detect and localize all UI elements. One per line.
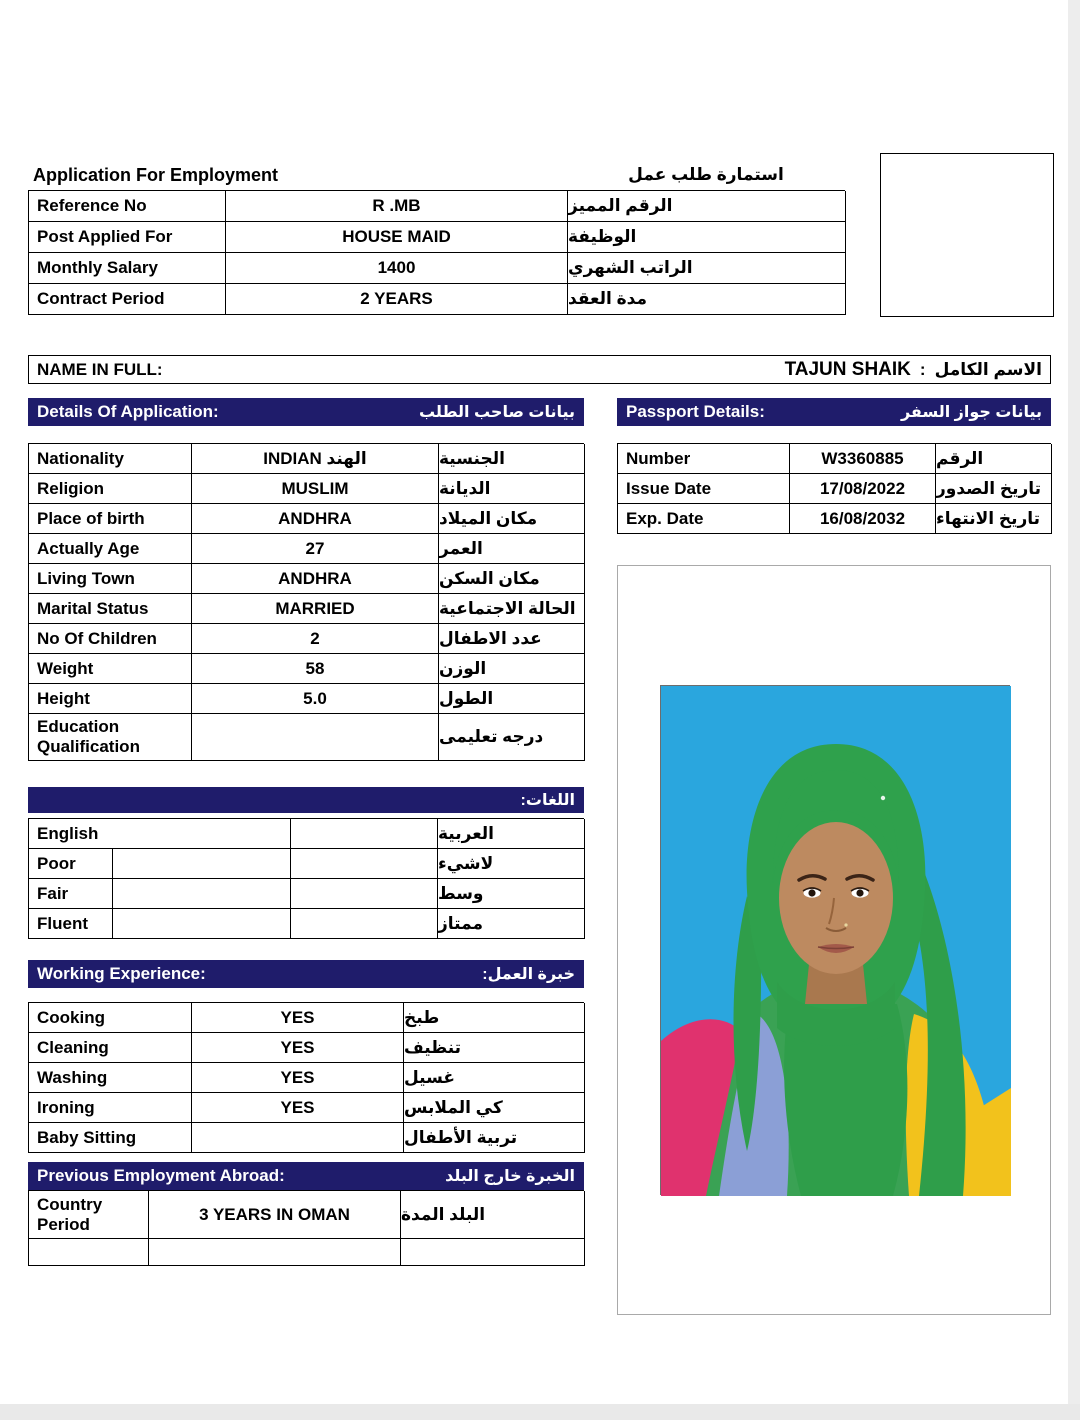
passport-details-section bbox=[617, 398, 1051, 534]
row-value: MARRIED bbox=[192, 594, 439, 624]
row-label: Education Qualification bbox=[29, 714, 192, 761]
row-label-arabic: الرقم المميز bbox=[568, 191, 846, 222]
row-label: Fair bbox=[29, 879, 113, 909]
row-label-arabic: الحالة الاجتماعية bbox=[439, 594, 585, 624]
row-value bbox=[291, 819, 438, 849]
applicant-photo bbox=[660, 685, 1010, 1195]
row-label: Country Period bbox=[29, 1191, 149, 1239]
name-separator: : bbox=[919, 359, 926, 379]
passport-section-header bbox=[617, 398, 1051, 426]
row-value: HOUSE MAID bbox=[226, 222, 568, 253]
row-value bbox=[291, 879, 438, 909]
row-label-arabic: لاشيء bbox=[438, 849, 585, 879]
row-label-arabic: تاريخ الصدور bbox=[936, 474, 1052, 504]
row-label-arabic: الديانة bbox=[439, 474, 585, 504]
row-label-arabic: الوظيفة bbox=[568, 222, 846, 253]
row-label: Baby Sitting bbox=[29, 1123, 192, 1153]
scan-edge-right bbox=[1068, 0, 1080, 1420]
row-label: No Of Children bbox=[29, 624, 192, 654]
previous-employment-section bbox=[28, 1162, 584, 1266]
row-label: Height bbox=[29, 684, 192, 714]
row-label: Place of birth bbox=[29, 504, 192, 534]
row-label-arabic: البلد المدة bbox=[401, 1191, 585, 1239]
row-label-arabic: تربية الأطفال bbox=[404, 1123, 585, 1153]
row-label-arabic: الجنسية bbox=[439, 444, 585, 474]
details-table bbox=[28, 443, 584, 761]
row-label: Reference No bbox=[29, 191, 226, 222]
row-checkbox-cell bbox=[113, 849, 291, 879]
row-value: R .MB bbox=[226, 191, 568, 222]
row-label: Cooking bbox=[29, 1003, 192, 1033]
row-value: ANDHRA bbox=[192, 564, 439, 594]
row-value: 58 bbox=[192, 654, 439, 684]
row-label-arabic: ممتاز bbox=[438, 909, 585, 939]
employment-summary-table bbox=[28, 190, 845, 315]
row-label-arabic: درجه تعليمى bbox=[439, 714, 585, 761]
row-label-arabic: الوزن bbox=[439, 654, 585, 684]
details-of-application-section bbox=[28, 398, 584, 761]
document-title: Application For Employment bbox=[33, 164, 279, 185]
name-in-full-label: NAME IN FULL: bbox=[37, 359, 163, 379]
document-title-arabic: استمارة طلب عمل bbox=[628, 165, 784, 184]
working-experience-section bbox=[28, 960, 584, 1153]
employment-header-block bbox=[28, 160, 845, 315]
row-label: Religion bbox=[29, 474, 192, 504]
row-label: Poor bbox=[29, 849, 113, 879]
row-label-arabic: العربية bbox=[438, 819, 585, 849]
row-value bbox=[192, 714, 439, 761]
row-label: Fluent bbox=[29, 909, 113, 939]
row-label: Number bbox=[618, 444, 790, 474]
row-label-arabic: غسيل bbox=[404, 1063, 585, 1093]
languages-section-header bbox=[28, 787, 584, 813]
row-label bbox=[29, 1239, 149, 1266]
row-value bbox=[291, 909, 438, 939]
row-value bbox=[149, 1239, 401, 1266]
row-value: ANDHRA bbox=[192, 504, 439, 534]
row-value: MUSLIM bbox=[192, 474, 439, 504]
row-value: 16/08/2032 bbox=[790, 504, 936, 534]
row-label-arabic: طبخ bbox=[404, 1003, 585, 1033]
row-value: 2 YEARS bbox=[226, 284, 568, 315]
row-label-arabic: كي الملابس bbox=[404, 1093, 585, 1123]
passport-header-en: Passport Details: bbox=[626, 402, 765, 421]
row-label: Weight bbox=[29, 654, 192, 684]
row-label: Actually Age bbox=[29, 534, 192, 564]
row-label: English bbox=[29, 819, 291, 849]
name-in-full-value-group bbox=[785, 359, 1042, 381]
experience-header-en: Working Experience: bbox=[37, 964, 206, 983]
row-value: 3 YEARS IN OMAN bbox=[149, 1191, 401, 1239]
row-label: Washing bbox=[29, 1063, 192, 1093]
passport-header-arabic: بيانات جواز السفر bbox=[900, 404, 1042, 421]
row-checkbox-cell bbox=[113, 879, 291, 909]
applicant-photo-illustration bbox=[661, 686, 1011, 1196]
details-header-en: Details Of Application: bbox=[37, 402, 219, 421]
row-value: 17/08/2022 bbox=[790, 474, 936, 504]
row-label-arabic: تاريخ الانتهاء bbox=[936, 504, 1052, 534]
row-value bbox=[291, 849, 438, 879]
passport-table bbox=[617, 443, 1051, 534]
row-label: Exp. Date bbox=[618, 504, 790, 534]
row-label-arabic: تنظيف bbox=[404, 1033, 585, 1063]
document-title-row bbox=[28, 160, 845, 190]
row-label: Issue Date bbox=[618, 474, 790, 504]
row-label: Monthly Salary bbox=[29, 253, 226, 284]
experience-section-header bbox=[28, 960, 584, 988]
row-label-arabic: وسط bbox=[438, 879, 585, 909]
row-label-arabic: الراتب الشهري bbox=[568, 253, 846, 284]
previous-section-header bbox=[28, 1162, 584, 1190]
row-value: INDIAN الهند bbox=[192, 444, 439, 474]
row-label: Post Applied For bbox=[29, 222, 226, 253]
details-header-arabic: بيانات صاحب الطلب bbox=[418, 404, 575, 421]
row-label: Living Town bbox=[29, 564, 192, 594]
row-label-arabic: الرقم bbox=[936, 444, 1052, 474]
row-value: W3360885 bbox=[790, 444, 936, 474]
experience-header-arabic: خبرة العمل: bbox=[482, 966, 575, 983]
row-label-arabic: مكان السكن bbox=[439, 564, 585, 594]
row-label-arabic: مكان الميلاد bbox=[439, 504, 585, 534]
row-label: Contract Period bbox=[29, 284, 226, 315]
previous-header-arabic: الخبرة خارج البلد bbox=[445, 1168, 575, 1185]
row-value: YES bbox=[192, 1033, 404, 1063]
scan-edge-bottom bbox=[0, 1404, 1080, 1420]
previous-employment-table bbox=[28, 1190, 584, 1266]
row-label-arabic: عدد الاطفال bbox=[439, 624, 585, 654]
photo-frame bbox=[617, 565, 1051, 1315]
row-value bbox=[192, 1123, 404, 1153]
row-label-arabic bbox=[401, 1239, 585, 1266]
working-experience-table bbox=[28, 1002, 584, 1153]
row-label-arabic: العمر bbox=[439, 534, 585, 564]
row-value: 27 bbox=[192, 534, 439, 564]
languages-table bbox=[28, 818, 584, 939]
previous-header-en: Previous Employment Abroad: bbox=[37, 1166, 285, 1185]
row-value: 1400 bbox=[226, 253, 568, 284]
row-label: Nationality bbox=[29, 444, 192, 474]
row-value: YES bbox=[192, 1093, 404, 1123]
row-value: YES bbox=[192, 1063, 404, 1093]
languages-header-arabic: اللغات: bbox=[520, 792, 575, 809]
row-label: Marital Status bbox=[29, 594, 192, 624]
row-value: 5.0 bbox=[192, 684, 439, 714]
name-in-full-row bbox=[28, 355, 1051, 384]
stamp-box bbox=[880, 153, 1054, 317]
row-value: YES bbox=[192, 1003, 404, 1033]
row-label-arabic: الطول bbox=[439, 684, 585, 714]
row-label-arabic: مدة العقد bbox=[568, 284, 846, 315]
name-label-arabic: الاسم الكامل bbox=[934, 359, 1042, 379]
details-section-header bbox=[28, 398, 584, 426]
languages-section bbox=[28, 787, 584, 939]
row-label: Ironing bbox=[29, 1093, 192, 1123]
applicant-name: TAJUN SHAIK bbox=[784, 358, 911, 380]
row-value: 2 bbox=[192, 624, 439, 654]
row-checkbox-cell bbox=[113, 909, 291, 939]
row-label: Cleaning bbox=[29, 1033, 192, 1063]
